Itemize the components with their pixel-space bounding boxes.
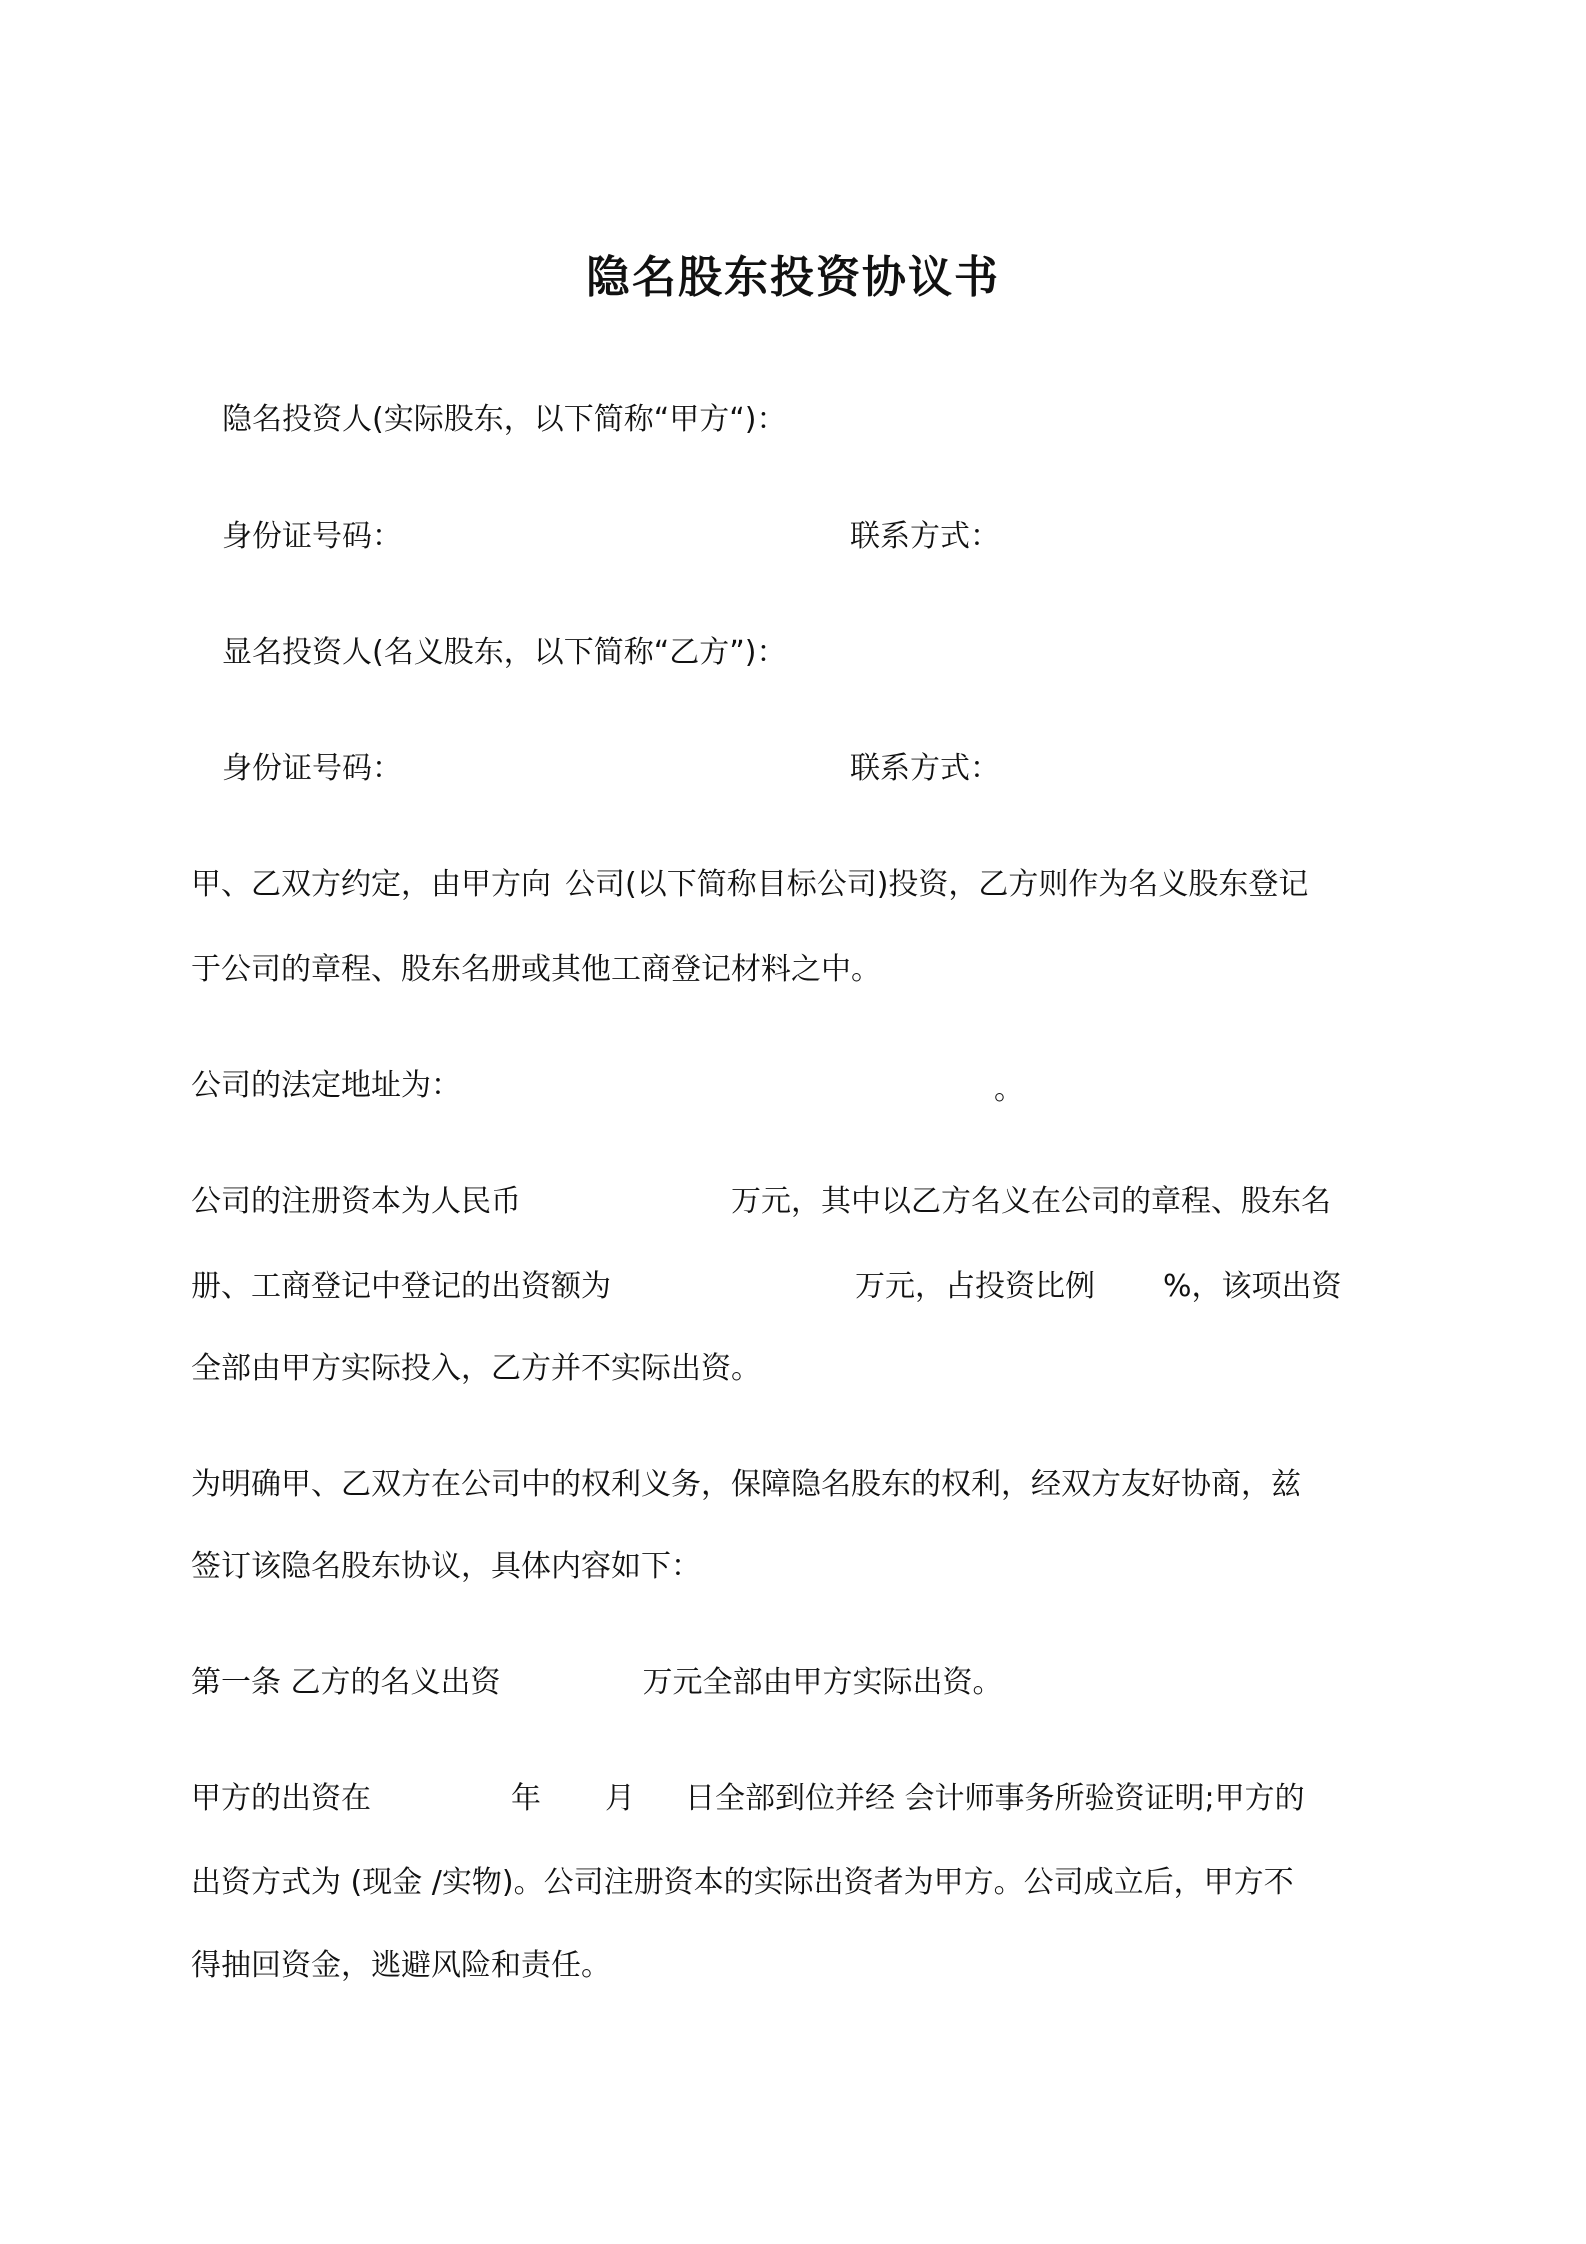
party-b-contact-label: 联系方式： — [850, 751, 1000, 786]
document-title: 隐名股东投资协议书 — [586, 252, 1000, 303]
article-1-part-2: 万元全部由甲方实际出资。 — [642, 1665, 1003, 1700]
capital-line-1-part-2: 万元，其中以乙方名义在公司的章程、股东名 — [731, 1184, 1331, 1219]
payment-line-3: 得抽回资金，逃避风险和责任。 — [191, 1948, 611, 1983]
article-1-part-1: 第一条 乙方的名义出资 — [191, 1665, 501, 1700]
payment-line-1 — [191, 1777, 1305, 1821]
capital-line-3: 全部由甲方实际投入，乙方并不实际出资。 — [191, 1351, 761, 1386]
intro-line-2: 于公司的章程、股东名册或其他工商登记材料之中。 — [191, 952, 881, 987]
purpose-line-1: 为明确甲、乙双方在公司中的权利义务，保障隐名股东的权利，经双方友好协商，兹 — [191, 1467, 1301, 1502]
capital-line-1-part-1: 公司的注册资本为人民币 — [191, 1184, 521, 1219]
party-a-label: 隐名投资人(实际股东，以下简称“甲方“)： — [222, 402, 787, 437]
capital-line-2-part-3: %，该项出资 — [1163, 1269, 1342, 1304]
capital-line-2-part-2: 万元，占投资比例 — [855, 1269, 1095, 1304]
payment-line-2: 出资方式为 (现金 /实物)。公司注册资本的实际出资者为甲方。公司成立后，甲方不 — [191, 1865, 1294, 1900]
address-label: 公司的法定地址为： — [191, 1068, 461, 1103]
payment-line-1-part-2: 年 — [511, 1781, 541, 1816]
intro-line-1 — [191, 863, 1308, 907]
intro-line-1-part-2: 公司(以下简称目标公司)投资，乙方则作为名义股东登记 — [565, 867, 1309, 902]
article-1-line-1 — [191, 1661, 1003, 1705]
party-b-label: 显名投资人(名义股东，以下简称“乙方”)： — [222, 635, 787, 670]
party-b-id-label: 身份证号码： — [222, 751, 402, 786]
payment-line-1-part-3: 月 — [605, 1781, 635, 1816]
party-a-contact-label: 联系方式： — [850, 519, 1000, 554]
capital-line-2-part-1: 册、工商登记中登记的出资额为 — [191, 1269, 611, 1304]
party-a-id-label: 身份证号码： — [222, 519, 402, 554]
capital-line-1 — [191, 1180, 1331, 1224]
capital-line-2 — [191, 1265, 1342, 1309]
payment-line-1-part-1: 甲方的出资在 — [191, 1781, 371, 1816]
address-end: 。 — [994, 1072, 1024, 1107]
payment-line-1-part-4: 日全部到位并经 会计师事务所验资证明;甲方的 — [685, 1781, 1305, 1816]
purpose-line-2: 签订该隐名股东协议，具体内容如下： — [191, 1549, 701, 1584]
intro-line-1-part-1: 甲、乙双方约定，由甲方向 — [191, 867, 551, 902]
